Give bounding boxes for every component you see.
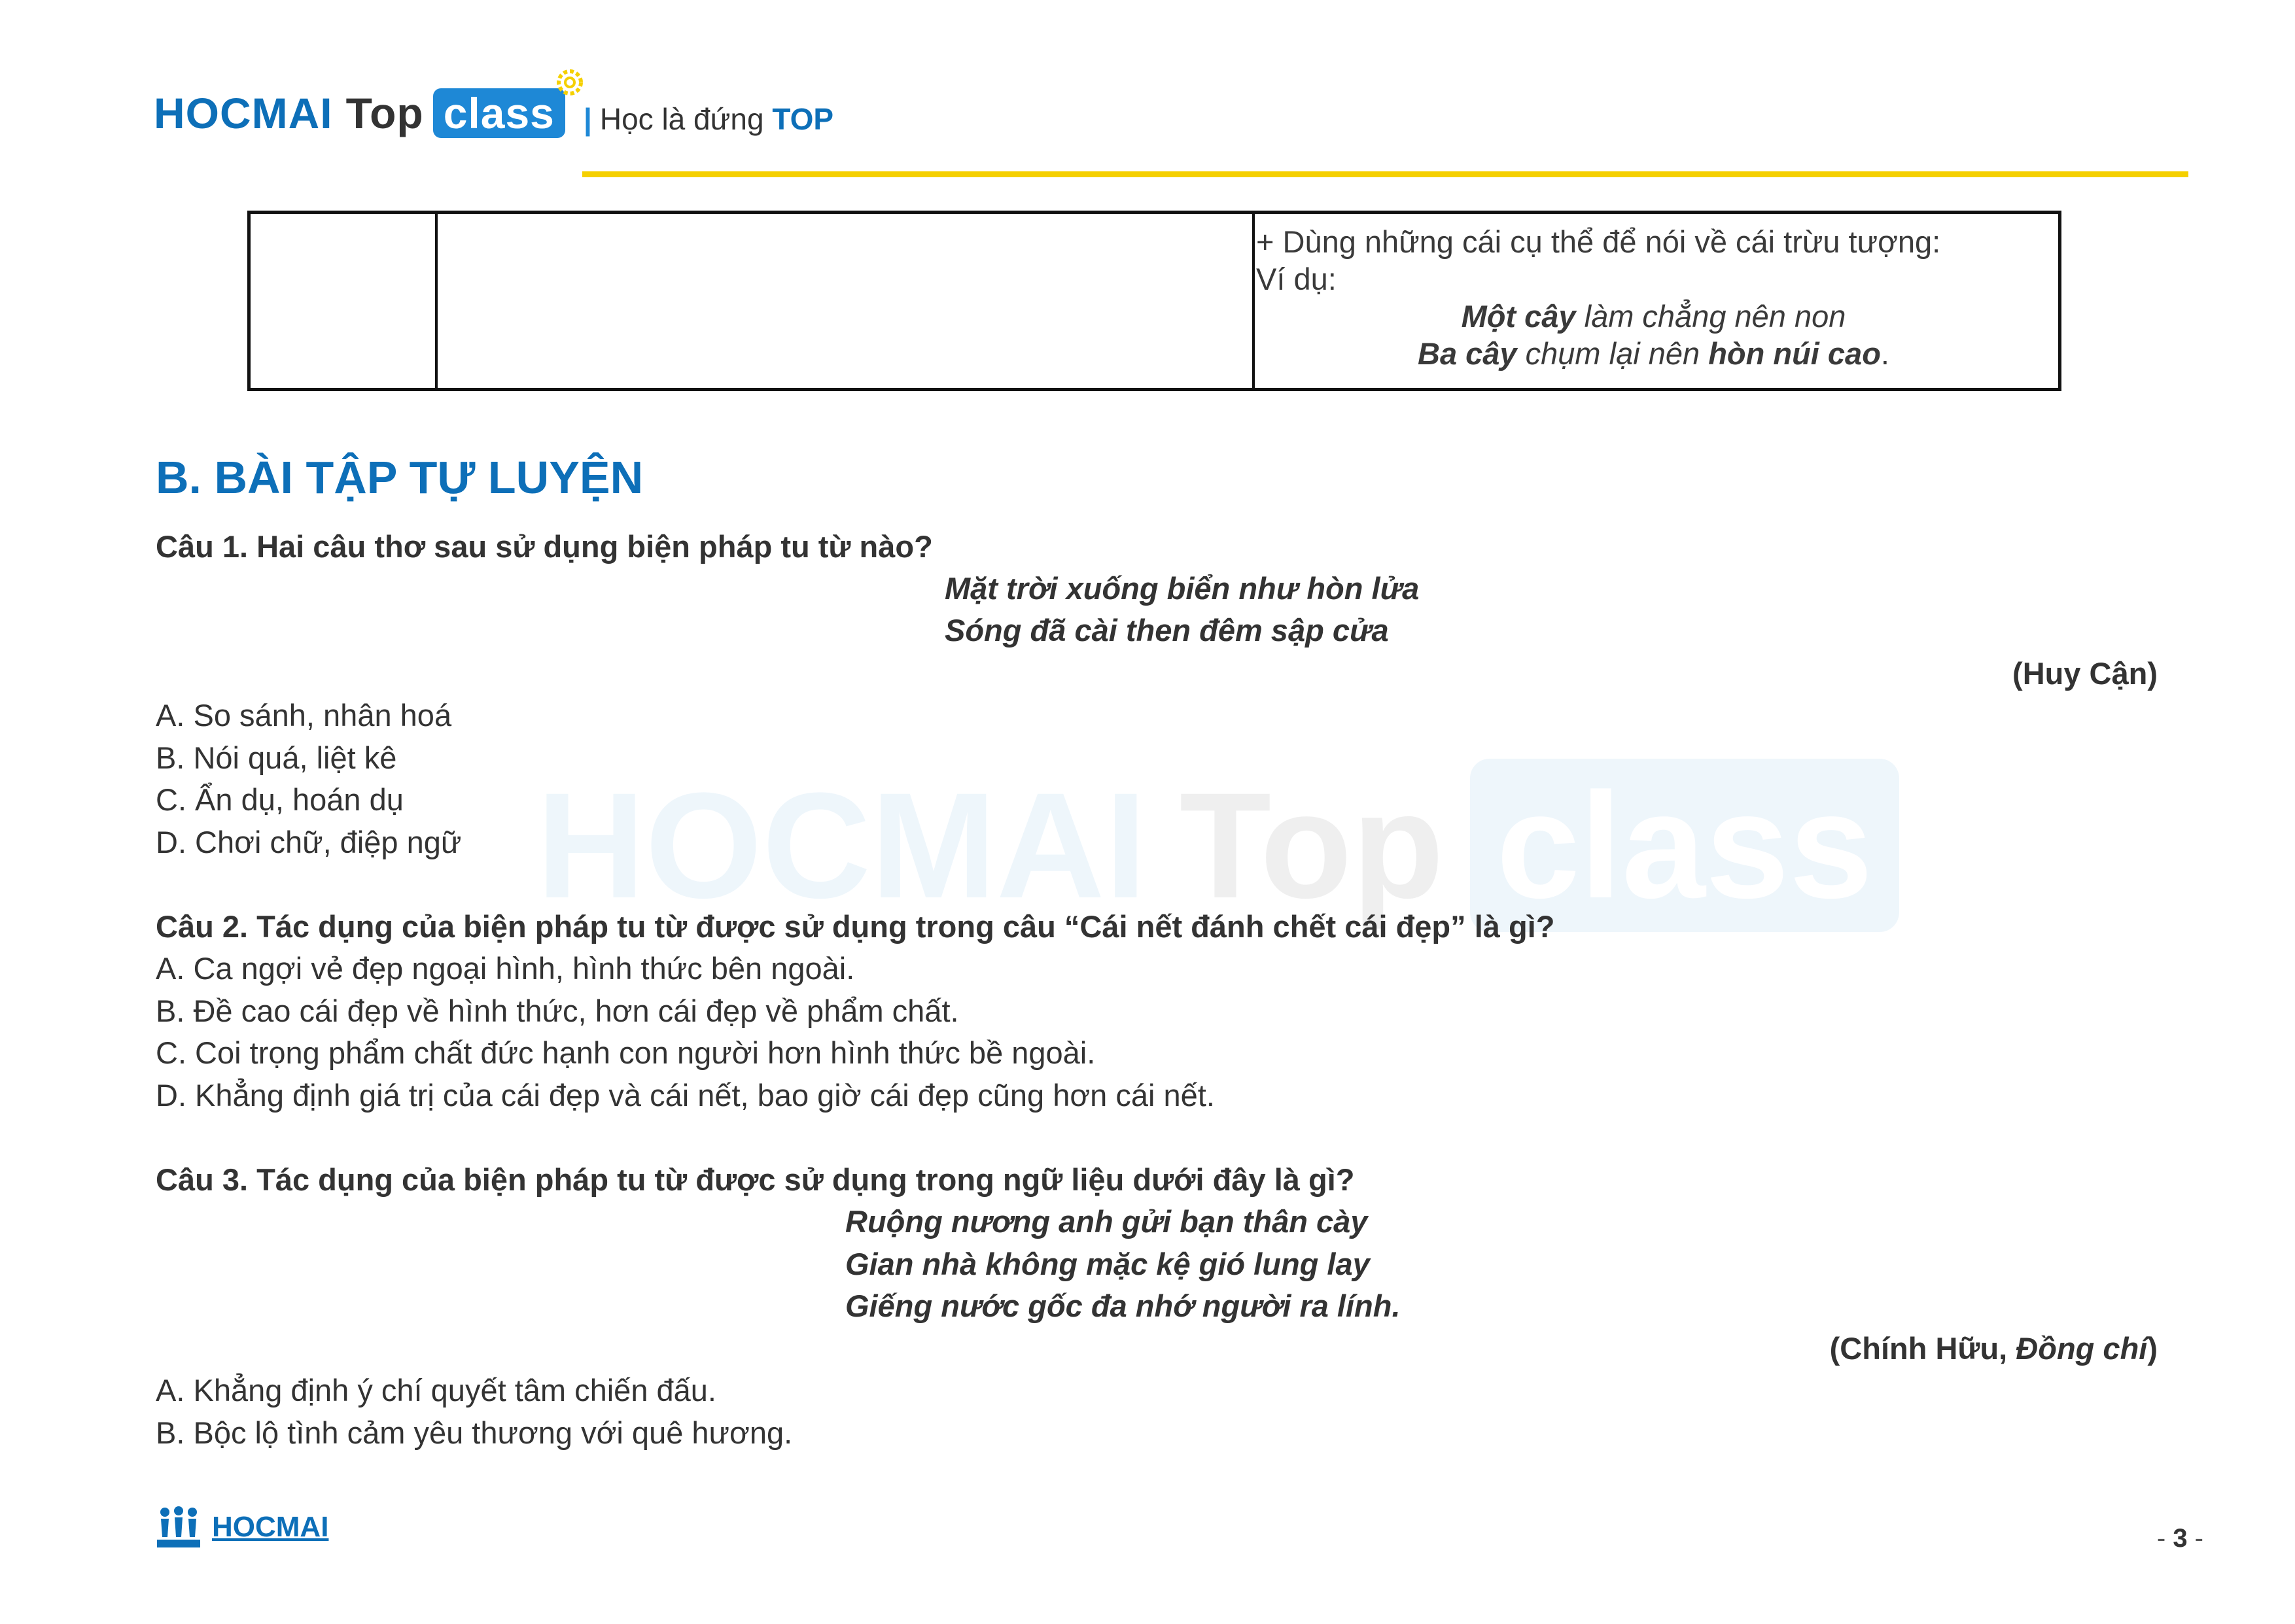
question-2: Câu 2. Tác dụng của biện pháp tu từ được sử dụng trong câu “Cái nết đánh chết cái đẹp” là gì? xyxy=(156,909,1555,944)
header-divider xyxy=(582,171,2188,177)
section-title: B. BÀI TẬP TỰ LUYỆN xyxy=(156,452,644,503)
page-number xyxy=(2157,1524,2203,1553)
q2-option: A. Ca ngợi vẻ đẹp ngoại hình, hình thức bên ngoài. xyxy=(156,951,855,986)
page-prefix: - xyxy=(2156,1524,2173,1553)
hocmai-topclass-logo xyxy=(154,84,565,143)
example-verse-2 xyxy=(1256,335,2051,372)
verse-text: làm chẳng nên non xyxy=(1575,299,1846,334)
cell-text-line: Ví dụ: xyxy=(1256,262,1337,296)
q1-option: B. Nói quá, liệt kê xyxy=(156,740,397,775)
hocmai-people-icon xyxy=(156,1506,201,1549)
watermark-class: class xyxy=(1470,759,1899,932)
table-cell-example xyxy=(1256,223,2051,372)
verse-text: chụm lại nên xyxy=(1516,336,1709,371)
q1-option: A. So sánh, nhân hoá xyxy=(156,698,452,733)
page-suffix: - xyxy=(2187,1524,2203,1553)
footer-logo[interactable] xyxy=(156,1506,328,1549)
question-3: Câu 3. Tác dụng của biện pháp tu từ được sử dụng trong ngữ liệu dưới đây là gì? xyxy=(156,1162,1355,1197)
question-1: Câu 1. Hai câu thơ sau sử dụng biện pháp tu từ nào? xyxy=(156,529,933,564)
tagline-text: Học là đứng xyxy=(599,102,764,136)
q1-poem-line: Mặt trời xuống biển như hòn lửa xyxy=(945,571,1420,606)
logo-class-badge xyxy=(433,88,565,138)
q3-option: A. Khẳng định ý chí quyết tâm chiến đấu. xyxy=(156,1373,716,1408)
q3-author xyxy=(1830,1330,2158,1366)
gear-icon xyxy=(556,69,584,96)
verse-bold: hòn núi cao xyxy=(1708,336,1881,371)
work-title: Đồng chí xyxy=(2016,1331,2148,1366)
example-verse-1 xyxy=(1256,298,2051,335)
q3-poem-line: Gian nhà không mặc kệ gió lung lay xyxy=(845,1247,1370,1281)
page-number-value: 3 xyxy=(2173,1524,2188,1553)
tagline-top: TOP xyxy=(772,102,834,136)
watermark-word: HOCMAI xyxy=(536,761,1147,929)
q1-author: (Huy Cận) xyxy=(2012,656,2158,691)
tagline-bar: | xyxy=(584,102,592,136)
q1-option: D. Chơi chữ, điệp ngữ xyxy=(156,825,462,859)
author-name: (Chính Hữu, xyxy=(1829,1331,2016,1366)
logo-class-text: class xyxy=(443,89,555,137)
verse-bold: Ba cây xyxy=(1418,336,1517,371)
table-column-divider xyxy=(435,214,438,388)
q2-option: C. Coi trọng phẩm chất đức hạnh con người hơn hình thức bề ngoài. xyxy=(156,1035,1096,1070)
author-close: ) xyxy=(2147,1331,2158,1366)
content-table xyxy=(247,211,2061,391)
watermark-logo xyxy=(536,759,1899,932)
logo-hocmai-text: HOCMAI xyxy=(154,89,333,137)
q2-option: B. Đề cao cái đẹp về hình thức, hơn cái đẹp về phẩm chất. xyxy=(156,993,959,1028)
logo-top-text: Top xyxy=(345,89,424,137)
verse-text: . xyxy=(1880,336,1889,371)
q3-poem-line: Giếng nước gốc đa nhớ người ra lính. xyxy=(845,1288,1401,1323)
watermark-top: Top xyxy=(1179,761,1445,929)
table-column-divider xyxy=(1252,214,1255,388)
footer-brand-link[interactable]: HOCMAI xyxy=(212,1511,329,1543)
q1-option: C. Ẩn dụ, hoán dụ xyxy=(156,782,404,817)
q1-poem-line: Sóng đã cài then đêm sập cửa xyxy=(945,613,1389,648)
cell-text-line: + Dùng những cái cụ thể để nói về cái trừu tượng: xyxy=(1256,224,1941,259)
q3-option: B. Bộc lộ tình cảm yêu thương với quê hương. xyxy=(156,1415,793,1450)
verse-bold: Một cây xyxy=(1461,299,1576,334)
q2-option: D. Khẳng định giá trị của cái đẹp và cái nết, bao giờ cái đẹp cũng hơn cái nết. xyxy=(156,1078,1215,1113)
q3-poem-line: Ruộng nương anh gửi bạn thân cày xyxy=(845,1204,1368,1239)
header-tagline xyxy=(584,101,833,137)
